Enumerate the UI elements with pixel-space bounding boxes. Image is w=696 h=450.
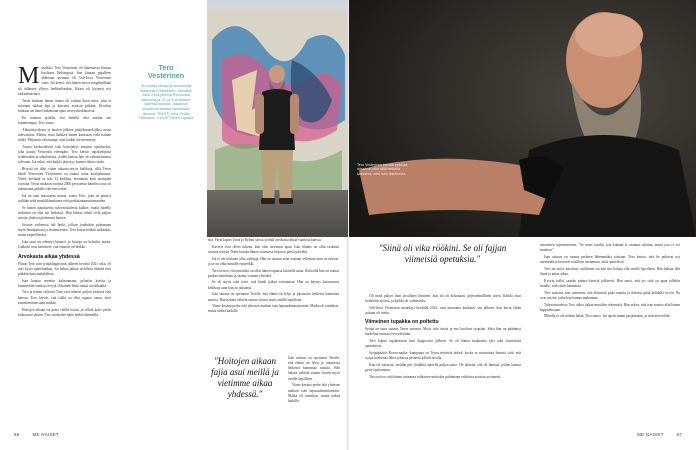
body-paragraph: Se oli myös isän toive, että bändi jatkaa soittamista. Hän on käynyt katsomassa keikkoja aina kun on jaksanut. xyxy=(208,280,339,290)
magazine-label-right: ME NAISET xyxy=(637,432,664,437)
body-paragraph: Tulevaisuudessa Tero aikoo jatkaa musiikin tekemistä. Hän uskoo, että isän muisto elää hänen kappaleissaan. xyxy=(540,302,680,312)
page-number-left: 66 xyxy=(14,432,20,437)
graffiti-photo-graphic xyxy=(207,0,348,237)
body-paragraph: Isän kanssa mentiin kalastamaan, pelattiin korttia ja kuunneltiin vanhoja levyjä. Jokainen hetki tuntui arvokkaalta. xyxy=(18,278,111,288)
right-column-1 xyxy=(365,294,521,424)
sidebar-name-last: Vesterinen xyxy=(147,71,185,80)
body-paragraph: Kysyin isältä, saanko puhua hänestä julkisesti. Hän sanoi, että jos siitä on apua jollekin muulle, niin sitten kannattaa. xyxy=(540,278,680,288)
body-paragraph: Rivissä on ollut viime aikoina myös keikkoja, sillä Teron bändi Vesterinen Yhtyeineen on saanut uutta kuulijakuntaa. Viime keväänä se teki 33 keikkaa, enemmän kuin aiempina vuosina. Teron mukaan vuonna 2006 perustetun bändin soitto on rakentunut pitkälti isän neuvoihin. xyxy=(18,166,111,192)
subheading-arvokasta-aikaa: Arvokasta aikaa yhdessä xyxy=(18,253,80,260)
left-column-2-bottom xyxy=(288,356,340,426)
photo-graffiti-wall xyxy=(207,0,348,237)
body-paragraph: Isän sairaus on tuonut perheen lähemmäksi toisiaan. Tero kertoo, että he puhuvat nyt enemmän ja kertovat toisilleen useammin, mitä ajattelevat. xyxy=(540,254,680,265)
body-paragraph: Tero kertoo, että musiikki on ollut hänen tapansa käsitellä asiaa. Keikoilla hän on saanut purkaa tunteitaan ja saanut voimaa yleisöltä. xyxy=(208,268,339,278)
body-paragraph: Isän sairaus on opettanut Terolle, että elämä on lyhyt ja jokaisesta hetkestä kannattaa nauttia. Hän haluaa välittää saman viestin myös omille lapsilleen. xyxy=(288,356,340,381)
portrait-photo-graphic xyxy=(349,0,696,237)
footer-right xyxy=(637,432,682,437)
intro-paragraph: Muusikko Tero Vesterinen oli hakemassa kitaraa huoltoon Helsingistä, kun kitaran pujalleen ahkeraan asetanut oli Veli-Jussi Vesterinen soitti. Isä kertoi, että hänen tervoysongelmillaan oli tällainen yllytys lenkkeilemään. Kitara oli löytynyt nyt tarkistettavaksi. xyxy=(18,66,111,96)
body-paragraph: Syöpäpäätös Roosa-nauha -kampanja on Teron mielestä tärkeä, koska se muistuttaa ihmisiä siitä, että syöpä koskettaa lähes jokaista perhettä jollain tavalla. xyxy=(365,351,521,361)
body-paragraph: Tero toivoo, että hänen tarinansa rohkaisee muitakin puhumaan vaikeista asioista avoimesti. xyxy=(369,374,502,379)
footer-left xyxy=(14,432,59,437)
page-number-right: 67 xyxy=(676,432,682,437)
drop-cap: M xyxy=(18,66,40,89)
body-paragraph: Hoitojen aikaan isä pääsi välillä kotiin, ja silloin koko perhe kokoontui yhteen. Tero muistelee näitä hetkiä lämmöllä. xyxy=(18,307,111,317)
body-paragraph: sitä. Parin lapset Unna ja Rybnit saivat viettää arvokasta aikaa vaarinsa kanssa. xyxy=(208,238,322,242)
body-paragraph: Tero lopetti tupakoinnin isän diagnoosin jälkeen. Se oli hänen mukaansa yksi isän viimeisistä opetuksista. xyxy=(365,339,521,349)
subheading-viimeinen-tupakka: Viimeinen tupakka on poltettu xyxy=(365,319,439,326)
body-paragraph: Platon Tero isän syöpädiagnoosin jälkeen kevättä 2021 sekä, eli arki kysyi ajatteluaikaa. Isä halusi jatkaa tavallista elämää niin pitkään kuin mahdollista. xyxy=(18,261,111,276)
left-pull-quote: "Hoitojen aikaan fajia asui meillä ja vietimme aikaa yhdessä." xyxy=(211,356,279,399)
body-paragraph: Tero muistaa isän sanoneen, että elämästä pitää nauttia ja ihmisiä pitää kohdella hyvin. Ne ovat asioita, jotka hän kantaa mukanaan. xyxy=(540,290,680,300)
body-paragraph: Isä on aina innostanut minua, sanoo Tero, joka on perinyt isältään sekä musiikkimakunsa että periksiantamattomuuden. xyxy=(18,194,111,204)
right-column-2 xyxy=(540,243,680,424)
sidebar-description: 45-vuotias laulaja ja lauluntekijä Vesterinen Yhtyeineen -bändistä. Asuu Kerä-järvellä Porvoossa vaimonsa ja 13- ja 9-vuotiaiden lastensa kanssa. Julkaissut yhtyeensä kanssa kahdeksan albumia. TEKSTI Juha-Pekka Tiiliikainen, KUVAT Tommi Hyökkä xyxy=(138,84,194,121)
body-paragraph: Oli niinä paljon liian tavallinen ihminen, kun isä oli kokonaan, järjestelmällinen sitten. Kaikki asiat hoidettiin ajoissa, ja kaikki oli valmisteltu. xyxy=(365,294,521,304)
left-column-1 xyxy=(18,66,111,421)
body-paragraph: Alkujärkytyksen ja huolen jälkeen päätöksentekijäksi nousi tulevaisuus. Mietin, mitä kaikkea hänen kanssaan vielä haluan tehdä. Paljastuu valoisampi, ettei kaikki ole menetetty. xyxy=(18,127,111,142)
body-paragraph: Isän sairaus on opettanut Terolle, että elämä on lyhyt ja jokaisesta hetkestä kannattaa nauttia. Hän haluaa välittää saman viestin myös omille lapsilleen. xyxy=(208,292,339,302)
right-pull-quote: "Siinä oli vika röökini. Se oli fajjan viimeisiä opetuksia." xyxy=(378,243,507,264)
body-paragraph: Viime kesänä perhe teki yhteisen matkan isän lapsuudenmaisemiin. Matka oli tunteikas, mutta tärkeä kaikille. xyxy=(208,304,339,314)
body-paragraph: Minulla ei ole mitään hätää, Tero sanoo. Isä opetti minut pärjäämään, ja niin aion tehdä. xyxy=(544,314,671,319)
body-paragraph: Se hänen ajatuksensa tulevaisuudesta kulkee, mutta hänelle tärkeintä on elää nyt hetkessä. Hän haluaa tehdä vielä paljon asioita yhdessä perheensä kanssa. xyxy=(18,206,111,221)
body-paragraph: Jossain vaiheessa tuli hetki, jolloin jouduttiin puhumaan myös hautajaisista ja testamentista. Tero kuvaa hetkeä raskaaksi, mutta tarpeelliseksi. xyxy=(18,223,111,238)
body-paragraph: Isä ei ole koskaan ollut valittaja. Hän on ottanut asiat vastaan sellaisina kuin ne tulevat, ja se on ollut minulle esimerkki. xyxy=(208,256,339,266)
body-paragraph: Syöpä on tuttu sairaus Teron suvussa. Myös isän isoisä ja eno kuolivat syöpään. Siksi hän on päättänyt huolehtia omasta terveydestään. xyxy=(365,327,521,337)
body-paragraph: Tero on myös miettinyt, millainen isä hän itse haluaa olla omille lapsilleen. Hän haluaa olla läsnä ja antaa aikaa. xyxy=(540,266,680,276)
body-paragraph: Viime kesänä perhe teki yhteisen matkan isän lapsuudenmaisemiin. Matka oli tunteikas, mutta tärkeä kaikille. xyxy=(288,383,340,403)
sidebar-name-first: Tero xyxy=(158,63,174,72)
profile-sidebar xyxy=(136,64,196,121)
body-paragraph: Veli-Jussi Vesterinen menehtyi keväällä 2023, vain muutama kuukausi sen jälkeen, kun kuvat tähän juttuun oli otettu. xyxy=(365,305,521,316)
body-paragraph: Isän tauti on edennyt hitaasti, ja hoitoja on kokeiltu useita. Lääkärit ovat kertoneet, että ennuste on heikko. xyxy=(18,240,111,250)
magazine-label-left: ME NAISET xyxy=(32,432,60,437)
body-paragraph: Teron mukaan hänen isänsä oli vanhan liiton mies, joka ei nostanut tukkaa läpi ja kärsinyt asioista pitkään. Kivulias kohtaus sai hänet hakemaan apua terveyskeskuksesta. xyxy=(18,98,111,113)
photo-caption: Tero Vesterinen kiertää paikkaa, missä on ollut tällä hetkellä kasvanut, ettei isän tilanteesta. xyxy=(357,163,409,176)
body-paragraph: Tero ja hänen veljensä Toni ovat tehneet paljon yhdessä isän kanssa. Tero kertoo, että isällä on ollut tapana sanoa, ettei murehtiminen auta mitään. xyxy=(18,290,111,305)
body-paragraph: En osannut ajatella, että hänellä olisi mitään sen kummempaa, Tero sanoo. xyxy=(18,115,111,125)
body-paragraph: sairauteen sopeutuminen. "Se meni tavalla, jota kukaan ei osannut odottaa, mutta jota ei voi muuttaa." xyxy=(540,243,680,253)
body-paragraph: Kaverit ovat olleet tukena, kun olen tarvinnut apua. Isän tilanne on ollut raskasta seurata sivusta. Näen kuinka hänen voimansa hiipuvat päivä päivältä. xyxy=(208,244,339,254)
photo-portrait xyxy=(349,0,696,237)
body-paragraph: Tuosta keskustelusta isän hoitojakso muuttui ajatukseksi, joka kantoi Vesterisiä eteenpäin. Tero kertoo rapakympistä tyttärestään ja sukulaisista, joiden kanssa hän on valmistautunut tulevaan. Isä uskoi, että kaikki järjestyy kunnes aikaa riittää. xyxy=(18,144,111,165)
left-column-2 xyxy=(208,238,339,353)
body-paragraph: Kun isä sairastui, meidän piti yhtäkkiä opetella paljon uutta. Oli tärkeää, että oli ihmisiä, joiden kanssa pystyi puhumaan. xyxy=(365,362,521,373)
